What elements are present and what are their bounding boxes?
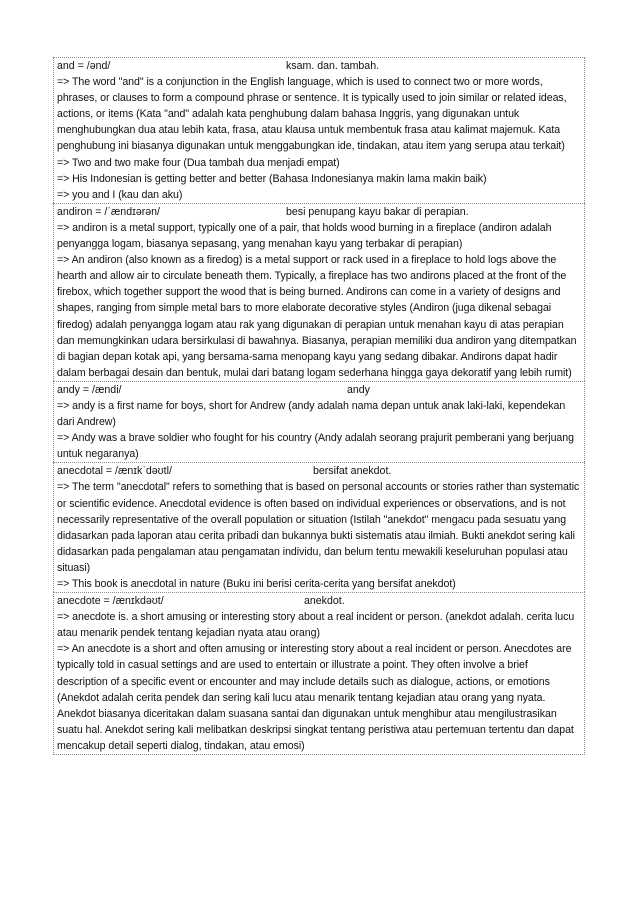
example-line: => Two and two make four (Dua tambah dua menjadi empat) xyxy=(57,156,340,169)
definition-line: => anecdote is. a short amusing or interesting story about a real incident or person. (anekdot adalah. cerita lucu atau menarik pendek tentang kejadian nyata atau orang) xyxy=(57,611,575,640)
short-meaning: bersifat anekdot. xyxy=(313,465,392,478)
dictionary-page xyxy=(53,57,585,755)
dictionary-entry-andy xyxy=(53,381,585,462)
short-meaning: besi penupang kayu bakar di perapian. xyxy=(286,205,469,218)
example-line: => This book is anecdotal in nature (Buku ini berisi cerita-cerita yang bersifat anekdot) xyxy=(57,578,456,590)
dictionary-entry-and xyxy=(53,57,585,203)
dictionary-entry-andiron xyxy=(53,203,585,381)
headword: andiron = /ˈændɪərən/ xyxy=(57,205,161,218)
headword: and = /ənd/ xyxy=(57,60,111,72)
entry-header xyxy=(57,382,581,398)
definition-line: => The term "anecdotal" refers to something that is based on personal accounts or stories rather than systematic or scientific evidence. Anecdotal evidence is often based on individual experiences or observations, and is not necessarily representative of the overall population or situation (Istilah "anekdot" mengacu pada sesuatu yang didasarkan pada laporan atau cerita pribadi dan bukannya bukti sistematis atau ilmiah. Bukti anekdot sering kali didasarkan pada pengalaman atau pengamatan individu, dan belum tentu mewakili keseluruhan populasi atau situasi) xyxy=(57,481,580,574)
definition-line: => An andiron (also known as a firedog) is a metal support or rack used in a fireplace to hold logs above the hearth and allow air to circulate beneath them. Typically, a fireplace has two andirons placed at the front of the firebox, which together support the wood that is being burned. Andirons can come in a variety of designs and shapes, ranging from simple metal bars to more elaborate decorative styles (Andiron (juga dikenal sebagai firedog) adalah penyangga logam atau rak yang digunakan di perapian untuk menahan kayu di atas perapian dan memungkinkan udara bersirkulasi di bawahnya. Biasanya, perapian memiliki dua andiron yang ditempatkan di bagian depan kotak api, yang bersama-sama menopang kayu yang sedang dibakar. Andirons dapat hadir dalam berbagai desain dan bentuk, mulai dari batang logam sederhana hingga gaya dekoratif yang lebih rumit) xyxy=(57,254,577,379)
dictionary-entry-anecdotal xyxy=(53,462,585,592)
definition-line: => The word "and" is a conjunction in the English language, which is used to connect two or more words, phrases, or clauses to form a compound phrase or sentence. It is typically used to join similar or related ideas, actions, or items (Kata "and" adalah kata penghubung dalam bahasa Inggris, yang digunakan untuk menghubungkan dua atau lebih kata, frasa, atau klausa untuk membentuk frasa atau kalimat majemuk. Kata penghubung ini biasanya digunakan untuk menggabungkan ide, tindakan, atau item yang serupa atau terkait) xyxy=(57,76,567,153)
definition-line: => andiron is a metal support, typically one of a pair, that holds wood burning in a fireplace (andiron adalah penyangga logam, biasanya sepasang, yang menahan kayu yang terbakar di perapian) xyxy=(57,221,552,251)
entry-header xyxy=(57,593,581,609)
example-line: => Andy was a brave soldier who fought for his country (Andy adalah seorang prajurit pemberani yang berjuang untuk negaranya) xyxy=(57,432,574,461)
example-line: => His Indonesian is getting better and better (Bahasa Indonesianya makin lama makin baik) xyxy=(57,172,487,185)
dictionary-entry-anecdote xyxy=(53,592,585,755)
headword: anecdote = /ænɪkdəʊt/ xyxy=(57,595,164,608)
definition-line: => An anecdote is a short and often amusing or interesting story about a real incident or person. Anecdotes are typically told in casual settings and are used to entertain or illustrate a point. They often involve a brief description of a specific event or encounter and may include details such as dialogue, actions, or emotions (Anekdot adalah cerita pendek dan sering kali lucu atau menarik tentang kejadian atau orang yang nyata. Anekdot biasanya diceritakan dalam suasana santai dan digunakan untuk menghibur atau mengilustrasikan suatu hal. Anekdot sering kali melibatkan deskripsi singkat tentang peristiwa atau pertemuan tertentu dan dapat mencakup detail seperti dialog, tindakan, atau emosi) xyxy=(57,643,574,752)
short-meaning: ksam. dan. tambah. xyxy=(286,60,380,72)
headword: anecdotal = /ænɪkˈdəʊtl/ xyxy=(57,465,172,478)
entry-header xyxy=(57,204,581,220)
headword: andy = /ændi/ xyxy=(57,383,122,396)
example-line: => you and I (kau dan aku) xyxy=(57,188,183,201)
definition-line: => andy is a first name for boys, short for Andrew (andy adalah nama depan untuk anak laki-laki, kependekan dari Andrew) xyxy=(57,399,566,429)
short-meaning: anekdot. xyxy=(304,595,345,608)
entry-header xyxy=(57,58,581,74)
entry-header xyxy=(57,463,581,479)
short-meaning: andy xyxy=(347,383,370,396)
